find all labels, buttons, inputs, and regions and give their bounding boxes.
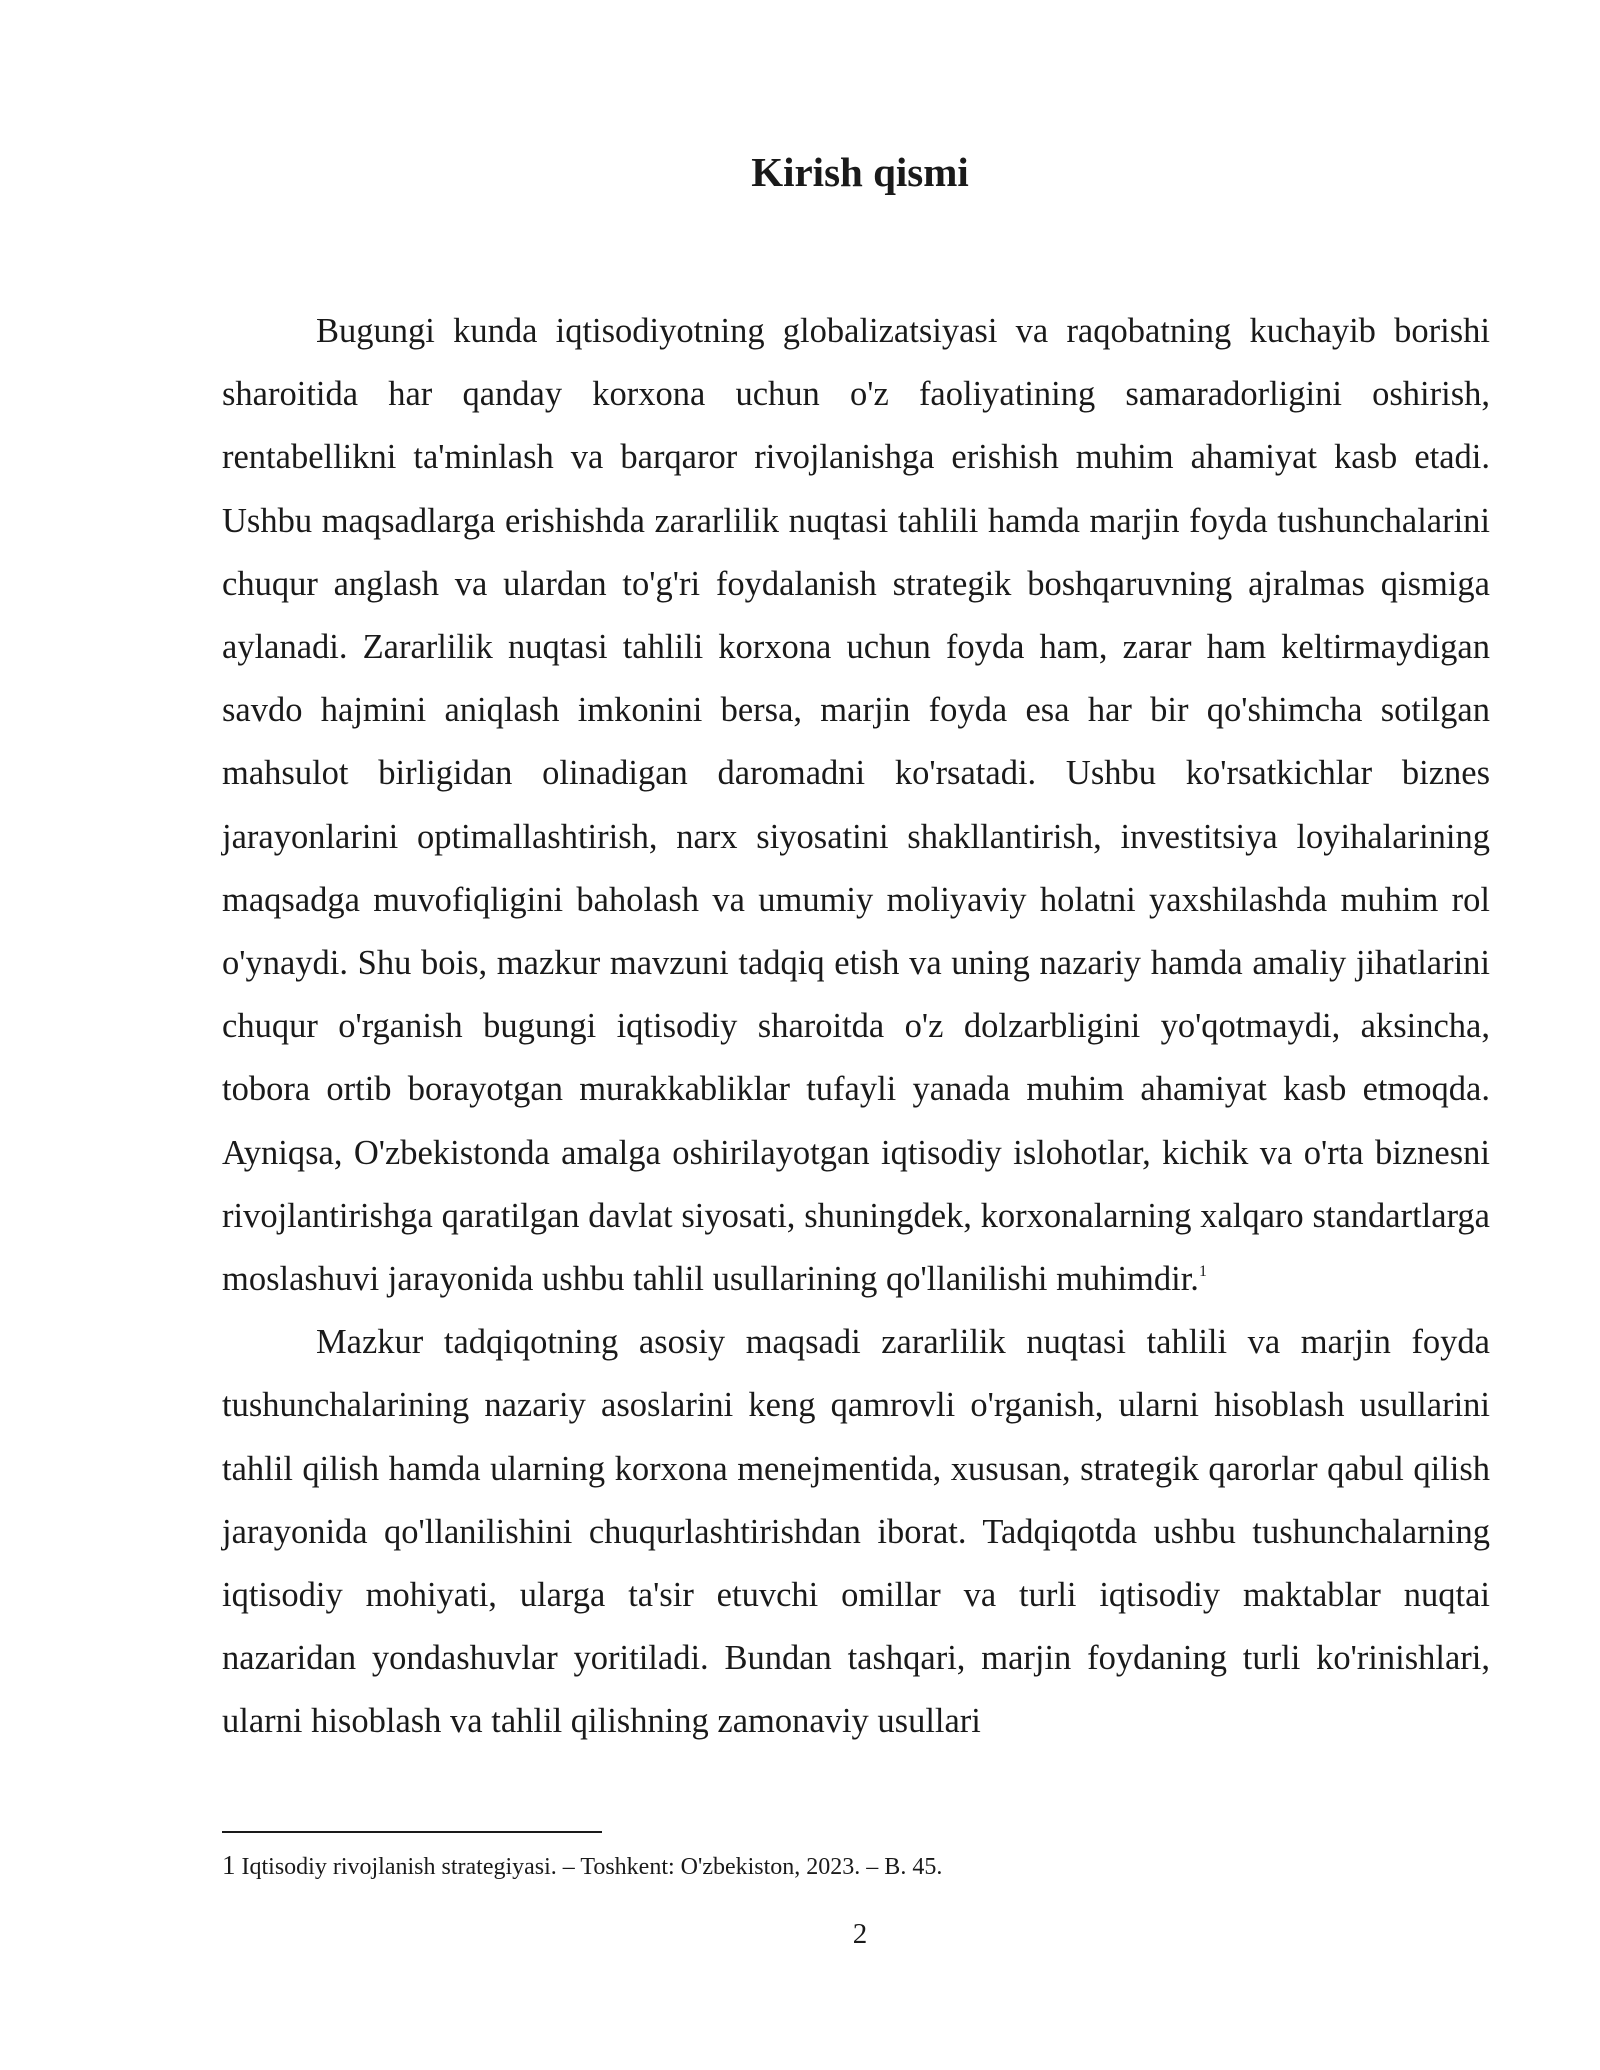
body-text	[222, 300, 1490, 1754]
footnote-separator	[222, 1831, 602, 1833]
footnote-reference[interactable]: 1	[1198, 1263, 1207, 1281]
page-title: Kirish qismi	[751, 149, 969, 195]
footnote-text: Iqtisodiy rivojlanish strategiyasi. – Toshkent: O'zbekiston, 2023. – B. 45.	[241, 1854, 943, 1880]
footnote	[222, 1850, 1490, 1882]
paragraph-2-text: Mazkur tadqiqotning asosiy maqsadi zararlilik nuqtasi tahlili va marjin foyda tushunchalarining nazariy asoslarini keng qamrovli o'rganish, ularni hisoblash usullarini tahlil qilish hamda ularning korxona menejmentida, xususan, strategik qarorlar qabul qilish jarayonida qo'llanilishini chuqurlashtirishdan iborat. Tadqiqotda ushbu tushunchalarning iqtisodiy mohiyati, ularga ta'sir etuvchi omillar va turli iqtisodiy maktablar nuqtai nazaridan yondashuvlar yoritiladi. Bundan tashqari, marjin foydaning turli ko'rinishlari, ularni hisoblash va tahlil qilishning zamonaviy usullari	[222, 1323, 1490, 1741]
paragraph-1	[222, 300, 1490, 1311]
page-number: 2	[852, 1918, 868, 1950]
paragraph-1-text: Bugungi kunda iqtisodiyotning globalizatsiyasi va raqobatning kuchayib borishi sharoitida har qanday korxona uchun o'z faoliyatining samaradorligini oshirish, rentabellikni ta'minlash va barqaror rivojlanishga erishish muhim ahamiyat kasb etadi. Ushbu maqsadlarga erishishda zararlilik nuqtasi tahlili hamda marjin foyda tushunchalarini chuqur anglash va ulardan to'g'ri foydalanish strategik boshqaruvning ajralmas qismiga aylanadi. Zararlilik nuqtasi tahlili korxona uchun foyda ham, zarar ham keltirmaydigan savdo hajmini aniqlash imkonini bersa, marjin foyda esa har bir qo'shimcha sotilgan mahsulot birligidan olinadigan daromadni ko'rsatadi. Ushbu ko'rsatkichlar biznes jarayonlarini optimallashtirish, narx siyosatini shakllantirish, investitsiya loyihalarining maqsadga muvofiqligini baholash va umumiy moliyaviy holatni yaxshilashda muhim rol o'ynaydi. Shu bois, mazkur mavzuni tadqiq etish va uning nazariy hamda amaliy jihatlarini chuqur o'rganish bugungi iqtisodiy sharoitda o'z dolzarbligini yo'qotmaydi, aksincha, tobora ortib borayotgan murakkabliklar tufayli yanada muhim ahamiyat kasb etmoqda. Ayniqsa, O'zbekistonda amalga oshirilayotgan iqtisodiy islohotlar, kichik va o'rta biznesni rivojlantirishga qaratilgan davlat siyosati, shuningdek, korxonalarning xalqaro standartlarga moslashuvi jarayonida ushbu tahlil usullarining qo'llanilishi muhimdir.	[222, 312, 1490, 1299]
paragraph-2	[222, 1311, 1490, 1753]
footnote-number: 1	[222, 1850, 236, 1880]
